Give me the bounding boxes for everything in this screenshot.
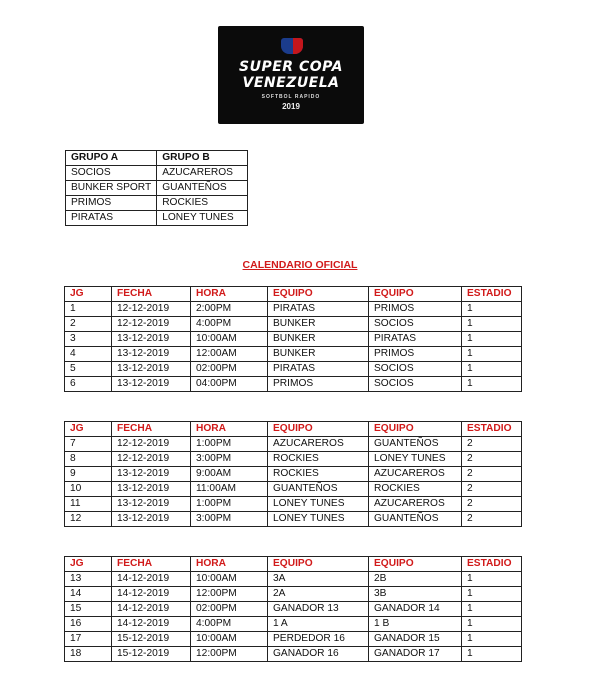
date-cell: 13-12-2019	[112, 377, 191, 392]
logo-title-line2: VENEZUELA	[242, 75, 340, 91]
date-cell: 14-12-2019	[112, 602, 191, 617]
schedule-table-2	[64, 421, 522, 527]
groups-table	[65, 150, 248, 226]
group-b-team: LONEY TUNES	[157, 211, 248, 226]
game-number-cell: 3	[65, 332, 112, 347]
game-number-cell: 14	[65, 587, 112, 602]
date-cell: 13-12-2019	[112, 362, 191, 377]
team-home-cell: AZUCAREROS	[268, 437, 369, 452]
team-away-cell: GUANTEÑOS	[369, 512, 462, 527]
time-cell: 04:00PM	[191, 377, 268, 392]
stadium-cell: 1	[462, 362, 522, 377]
table-row	[65, 332, 522, 347]
date-cell: 13-12-2019	[112, 332, 191, 347]
time-cell: 2:00PM	[191, 302, 268, 317]
table-row	[65, 497, 522, 512]
stadium-cell: 2	[462, 482, 522, 497]
header-time: HORA	[191, 287, 268, 302]
time-cell: 10:00AM	[191, 632, 268, 647]
logo-title-line1: SUPER COPA	[239, 59, 343, 75]
time-cell: 3:00PM	[191, 512, 268, 527]
date-cell: 13-12-2019	[112, 497, 191, 512]
header-time: HORA	[191, 422, 268, 437]
table-row	[65, 437, 522, 452]
schedule-header-row	[65, 422, 522, 437]
stadium-cell: 1	[462, 317, 522, 332]
date-cell: 15-12-2019	[112, 647, 191, 662]
date-cell: 13-12-2019	[112, 512, 191, 527]
schedule-table-3	[64, 556, 522, 662]
schedule-table-1	[64, 286, 522, 392]
game-number-cell: 6	[65, 377, 112, 392]
team-home-cell: ROCKIES	[268, 452, 369, 467]
table-row	[65, 467, 522, 482]
logo-subtitle: SOFTBOL RAPIDO	[261, 94, 321, 100]
date-cell: 12-12-2019	[112, 452, 191, 467]
table-row	[66, 166, 248, 181]
date-cell: 13-12-2019	[112, 347, 191, 362]
stadium-cell: 1	[462, 587, 522, 602]
group-a-team: PIRATAS	[66, 211, 157, 226]
table-row	[65, 512, 522, 527]
game-number-cell: 15	[65, 602, 112, 617]
game-number-cell: 5	[65, 362, 112, 377]
time-cell: 10:00AM	[191, 332, 268, 347]
team-home-cell: GANADOR 13	[268, 602, 369, 617]
header-team-home: EQUIPO	[268, 557, 369, 572]
time-cell: 1:00PM	[191, 437, 268, 452]
team-away-cell: SOCIOS	[369, 362, 462, 377]
time-cell: 9:00AM	[191, 467, 268, 482]
date-cell: 13-12-2019	[112, 467, 191, 482]
header-stadium: ESTADIO	[462, 422, 522, 437]
group-a-team: BUNKER SPORT	[66, 181, 157, 196]
stadium-cell: 1	[462, 332, 522, 347]
team-home-cell: PIRATAS	[268, 302, 369, 317]
team-away-cell: GANADOR 14	[369, 602, 462, 617]
team-away-cell: SOCIOS	[369, 377, 462, 392]
table-row	[66, 196, 248, 211]
team-home-cell: PIRATAS	[268, 362, 369, 377]
team-home-cell: PERDEDOR 16	[268, 632, 369, 647]
table-row	[65, 347, 522, 362]
header-team-home: EQUIPO	[268, 422, 369, 437]
date-cell: 13-12-2019	[112, 482, 191, 497]
stadium-cell: 1	[462, 647, 522, 662]
stadium-cell: 2	[462, 467, 522, 482]
game-number-cell: 11	[65, 497, 112, 512]
header-time: HORA	[191, 557, 268, 572]
header-team-home: EQUIPO	[268, 287, 369, 302]
time-cell: 4:00PM	[191, 617, 268, 632]
stadium-cell: 1	[462, 617, 522, 632]
stadium-cell: 2	[462, 437, 522, 452]
game-number-cell: 18	[65, 647, 112, 662]
team-home-cell: BUNKER	[268, 332, 369, 347]
time-cell: 12:00AM	[191, 347, 268, 362]
table-row	[65, 572, 522, 587]
group-b-header: GRUPO B	[157, 151, 248, 166]
table-row	[65, 302, 522, 317]
table-row	[65, 317, 522, 332]
group-b-team: AZUCAREROS	[157, 166, 248, 181]
header-date: FECHA	[112, 422, 191, 437]
date-cell: 12-12-2019	[112, 437, 191, 452]
team-away-cell: AZUCAREROS	[369, 497, 462, 512]
time-cell: 12:00PM	[191, 647, 268, 662]
table-row	[65, 377, 522, 392]
team-away-cell: LONEY TUNES	[369, 452, 462, 467]
header-team-away: EQUIPO	[369, 557, 462, 572]
team-away-cell: GANADOR 15	[369, 632, 462, 647]
team-home-cell: GUANTEÑOS	[268, 482, 369, 497]
team-away-cell: PRIMOS	[369, 347, 462, 362]
super-copa-logo	[218, 26, 364, 124]
game-number-cell: 2	[65, 317, 112, 332]
team-home-cell: ROCKIES	[268, 467, 369, 482]
stadium-cell: 2	[462, 512, 522, 527]
time-cell: 11:00AM	[191, 482, 268, 497]
date-cell: 12-12-2019	[112, 302, 191, 317]
schedule-header-row	[65, 287, 522, 302]
header-stadium: ESTADIO	[462, 557, 522, 572]
header-game-number: JG	[65, 422, 112, 437]
header-game-number: JG	[65, 287, 112, 302]
table-row	[65, 602, 522, 617]
group-a-header: GRUPO A	[66, 151, 157, 166]
team-away-cell: PIRATAS	[369, 332, 462, 347]
header-game-number: JG	[65, 557, 112, 572]
softball-badge-icon	[281, 38, 303, 54]
table-row	[66, 211, 248, 226]
header-team-away: EQUIPO	[369, 287, 462, 302]
date-cell: 15-12-2019	[112, 632, 191, 647]
table-row	[65, 452, 522, 467]
schedule-header-row	[65, 557, 522, 572]
stadium-cell: 1	[462, 347, 522, 362]
header-date: FECHA	[112, 557, 191, 572]
calendar-title: CALENDARIO OFICIAL	[242, 259, 358, 271]
stadium-cell: 1	[462, 632, 522, 647]
date-cell: 12-12-2019	[112, 317, 191, 332]
groups-header-row	[66, 151, 248, 166]
table-row	[66, 181, 248, 196]
game-number-cell: 12	[65, 512, 112, 527]
game-number-cell: 1	[65, 302, 112, 317]
time-cell: 4:00PM	[191, 317, 268, 332]
game-number-cell: 4	[65, 347, 112, 362]
team-home-cell: BUNKER	[268, 347, 369, 362]
table-row	[65, 362, 522, 377]
team-home-cell: 1 A	[268, 617, 369, 632]
header-date: FECHA	[112, 287, 191, 302]
game-number-cell: 10	[65, 482, 112, 497]
stadium-cell: 1	[462, 302, 522, 317]
team-away-cell: AZUCAREROS	[369, 467, 462, 482]
group-b-team: ROCKIES	[157, 196, 248, 211]
time-cell: 02:00PM	[191, 362, 268, 377]
team-home-cell: LONEY TUNES	[268, 497, 369, 512]
team-home-cell: PRIMOS	[268, 377, 369, 392]
date-cell: 14-12-2019	[112, 572, 191, 587]
stadium-cell: 1	[462, 572, 522, 587]
logo-year: 2019	[282, 102, 300, 111]
team-away-cell: 1 B	[369, 617, 462, 632]
group-a-team: PRIMOS	[66, 196, 157, 211]
team-home-cell: 2A	[268, 587, 369, 602]
team-home-cell: LONEY TUNES	[268, 512, 369, 527]
team-home-cell: BUNKER	[268, 317, 369, 332]
game-number-cell: 7	[65, 437, 112, 452]
header-stadium: ESTADIO	[462, 287, 522, 302]
team-home-cell: GANADOR 16	[268, 647, 369, 662]
game-number-cell: 8	[65, 452, 112, 467]
team-away-cell: SOCIOS	[369, 317, 462, 332]
game-number-cell: 17	[65, 632, 112, 647]
group-b-team: GUANTEÑOS	[157, 181, 248, 196]
table-row	[65, 482, 522, 497]
game-number-cell: 16	[65, 617, 112, 632]
group-a-team: SOCIOS	[66, 166, 157, 181]
time-cell: 02:00PM	[191, 602, 268, 617]
team-away-cell: GANADOR 17	[369, 647, 462, 662]
team-away-cell: PRIMOS	[369, 302, 462, 317]
table-row	[65, 587, 522, 602]
header-team-away: EQUIPO	[369, 422, 462, 437]
stadium-cell: 2	[462, 497, 522, 512]
date-cell: 14-12-2019	[112, 617, 191, 632]
table-row	[65, 617, 522, 632]
team-home-cell: 3A	[268, 572, 369, 587]
team-away-cell: ROCKIES	[369, 482, 462, 497]
time-cell: 1:00PM	[191, 497, 268, 512]
stadium-cell: 1	[462, 377, 522, 392]
table-row	[65, 632, 522, 647]
team-away-cell: 3B	[369, 587, 462, 602]
team-away-cell: 2B	[369, 572, 462, 587]
game-number-cell: 9	[65, 467, 112, 482]
stadium-cell: 2	[462, 452, 522, 467]
date-cell: 14-12-2019	[112, 587, 191, 602]
game-number-cell: 13	[65, 572, 112, 587]
time-cell: 12:00PM	[191, 587, 268, 602]
stadium-cell: 1	[462, 602, 522, 617]
time-cell: 10:00AM	[191, 572, 268, 587]
table-row	[65, 647, 522, 662]
time-cell: 3:00PM	[191, 452, 268, 467]
team-away-cell: GUANTEÑOS	[369, 437, 462, 452]
